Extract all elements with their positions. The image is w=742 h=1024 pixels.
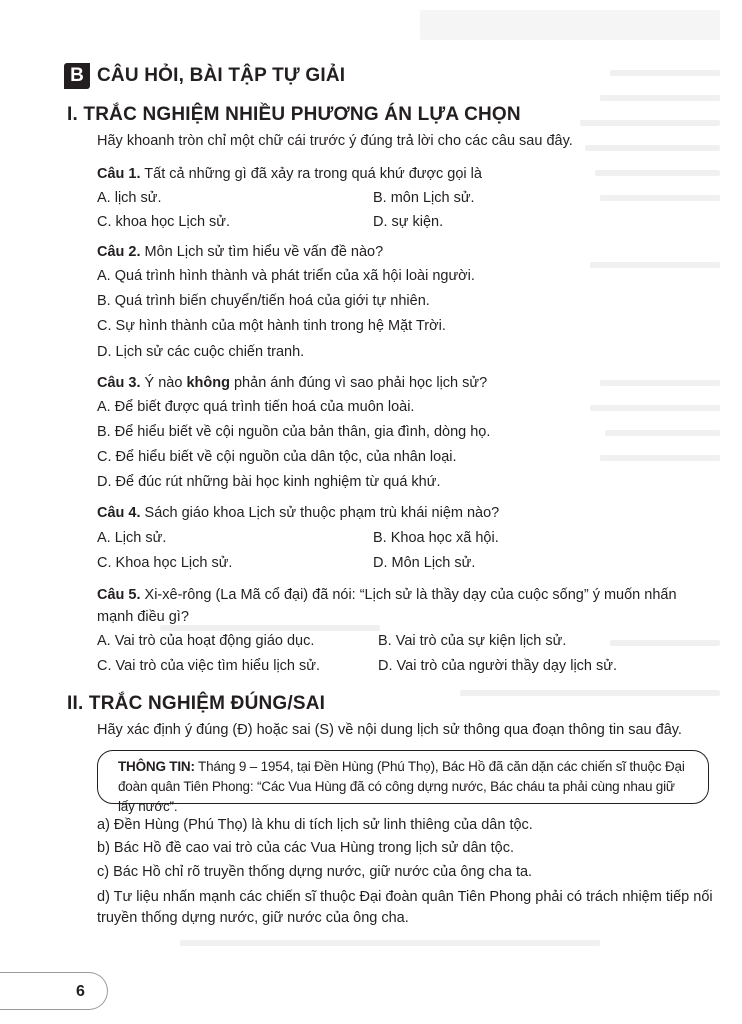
- q2-option-b[interactable]: B. Quá trình biến chuyển/tiến hoá của giới tự nhiên.: [97, 293, 430, 309]
- q2-option-a[interactable]: A. Quá trình hình thành và phát triển của xã hội loài người.: [97, 268, 475, 284]
- info-text: Tháng 9 – 1954, tại Đền Hùng (Phú Thọ), Bác Hồ đã căn dặn các chiến sĩ thuộc Đại đoàn quân Tiên Phong: “Các Vua Hùng đã có công dựng nước, Bác cháu ta phải cùng nhau giữ lấy nước”.: [118, 759, 685, 814]
- section-title: CÂU HỎI, BÀI TẬP TỰ GIẢI: [97, 65, 346, 86]
- page-number: 6: [76, 983, 85, 1000]
- question-3: [97, 373, 717, 393]
- question-label: Câu 5.: [97, 587, 141, 603]
- question-label: Câu 4.: [97, 505, 141, 521]
- q1-option-c[interactable]: C. khoa học Lịch sử.: [97, 214, 231, 230]
- q4-option-d[interactable]: D. Môn Lịch sử.: [373, 555, 476, 571]
- info-label: THÔNG TIN:: [118, 759, 195, 774]
- section-header: [64, 63, 345, 89]
- q1-option-b[interactable]: B. môn Lịch sử.: [373, 190, 475, 206]
- section-badge: B: [64, 63, 90, 89]
- q5-option-c[interactable]: C. Vai trò của việc tìm hiểu lịch sử.: [97, 658, 320, 674]
- question-text: Môn Lịch sử tìm hiểu về vấn đề nào?: [140, 244, 384, 260]
- question-emphasis: không: [186, 375, 230, 391]
- part2-instruction: Hãy xác định ý đúng (Đ) hoặc sai (S) về nội dung lịch sử thông qua đoạn thông tin sau đây.: [97, 722, 682, 738]
- q1-option-a[interactable]: A. lịch sử.: [97, 190, 162, 206]
- q4-option-c[interactable]: C. Khoa học Lịch sử.: [97, 555, 233, 571]
- question-text: Xi-xê-rông (La Mã cổ đại) đã nói: “Lịch sử là thầy dạy của cuộc sống” ý muốn nhấn mạnh điều gì?: [97, 587, 677, 625]
- question-5: [97, 584, 715, 628]
- page-number-tab: [0, 972, 108, 1010]
- q3-option-b[interactable]: B. Để hiểu biết về cội nguồn của bản thân, gia đình, dòng họ.: [97, 424, 491, 440]
- q4-option-b[interactable]: B. Khoa học xã hội.: [373, 530, 499, 546]
- question-label: Câu 1.: [97, 166, 141, 182]
- question-text-before: Ý nào: [140, 375, 187, 391]
- q3-option-c[interactable]: C. Để hiểu biết về cội nguồn của dân tộc, của nhân loại.: [97, 449, 457, 465]
- question-text-after: phản ánh đúng vì sao phải học lịch sử?: [229, 375, 488, 391]
- part1-instruction: Hãy khoanh tròn chỉ một chữ cái trước ý đúng trả lời cho các câu sau đây.: [97, 133, 573, 149]
- statement-b[interactable]: b) Bác Hồ đề cao vai trò của các Vua Hùng trong lịch sử dân tộc.: [97, 840, 515, 856]
- q2-option-d[interactable]: D. Lịch sử các cuộc chiến tranh.: [97, 344, 305, 360]
- statement-d[interactable]: d) Tư liệu nhấn mạnh các chiến sĩ thuộc Đại đoàn quân Tiên Phong phải có trách nhiệm tiếp nối truyền thống dựng nước, giữ nước của ông cha.: [97, 889, 713, 926]
- info-box: [97, 750, 709, 814]
- q1-option-d[interactable]: D. sự kiện.: [373, 214, 444, 230]
- statement-c[interactable]: c) Bác Hồ chỉ rõ truyền thống dựng nước, giữ nước của ông cha ta.: [97, 864, 533, 880]
- question-1: [97, 164, 717, 184]
- q4-option-a[interactable]: A. Lịch sử.: [97, 530, 167, 546]
- question-4: [97, 503, 717, 523]
- statement-a[interactable]: a) Đền Hùng (Phú Thọ) là khu di tích lịch sử linh thiêng của dân tộc.: [97, 817, 533, 833]
- q5-option-a[interactable]: A. Vai trò của hoạt động giáo dục.: [97, 633, 315, 649]
- question-text: Tất cả những gì đã xảy ra trong quá khứ được gọi là: [140, 166, 482, 182]
- q5-option-d[interactable]: D. Vai trò của người thầy dạy lịch sử.: [378, 658, 618, 674]
- part1-heading: I. TRẮC NGHIỆM NHIỀU PHƯƠNG ÁN LỰA CHỌN: [67, 104, 521, 125]
- q2-option-c[interactable]: C. Sự hình thành của một hành tinh trong hệ Mặt Trời.: [97, 318, 446, 334]
- q3-option-d[interactable]: D. Để đúc rút những bài học kinh nghiệm từ quá khứ.: [97, 474, 441, 490]
- question-2: [97, 242, 717, 262]
- q5-option-b[interactable]: B. Vai trò của sự kiện lịch sử.: [378, 633, 567, 649]
- q3-option-a[interactable]: A. Để biết được quá trình tiến hoá của muôn loài.: [97, 399, 415, 415]
- question-label: Câu 2.: [97, 244, 141, 260]
- question-text: Sách giáo khoa Lịch sử thuộc phạm trù khái niệm nào?: [140, 505, 500, 521]
- question-label: Câu 3.: [97, 375, 141, 391]
- part2-heading: II. TRẮC NGHIỆM ĐÚNG/SAI: [67, 693, 326, 714]
